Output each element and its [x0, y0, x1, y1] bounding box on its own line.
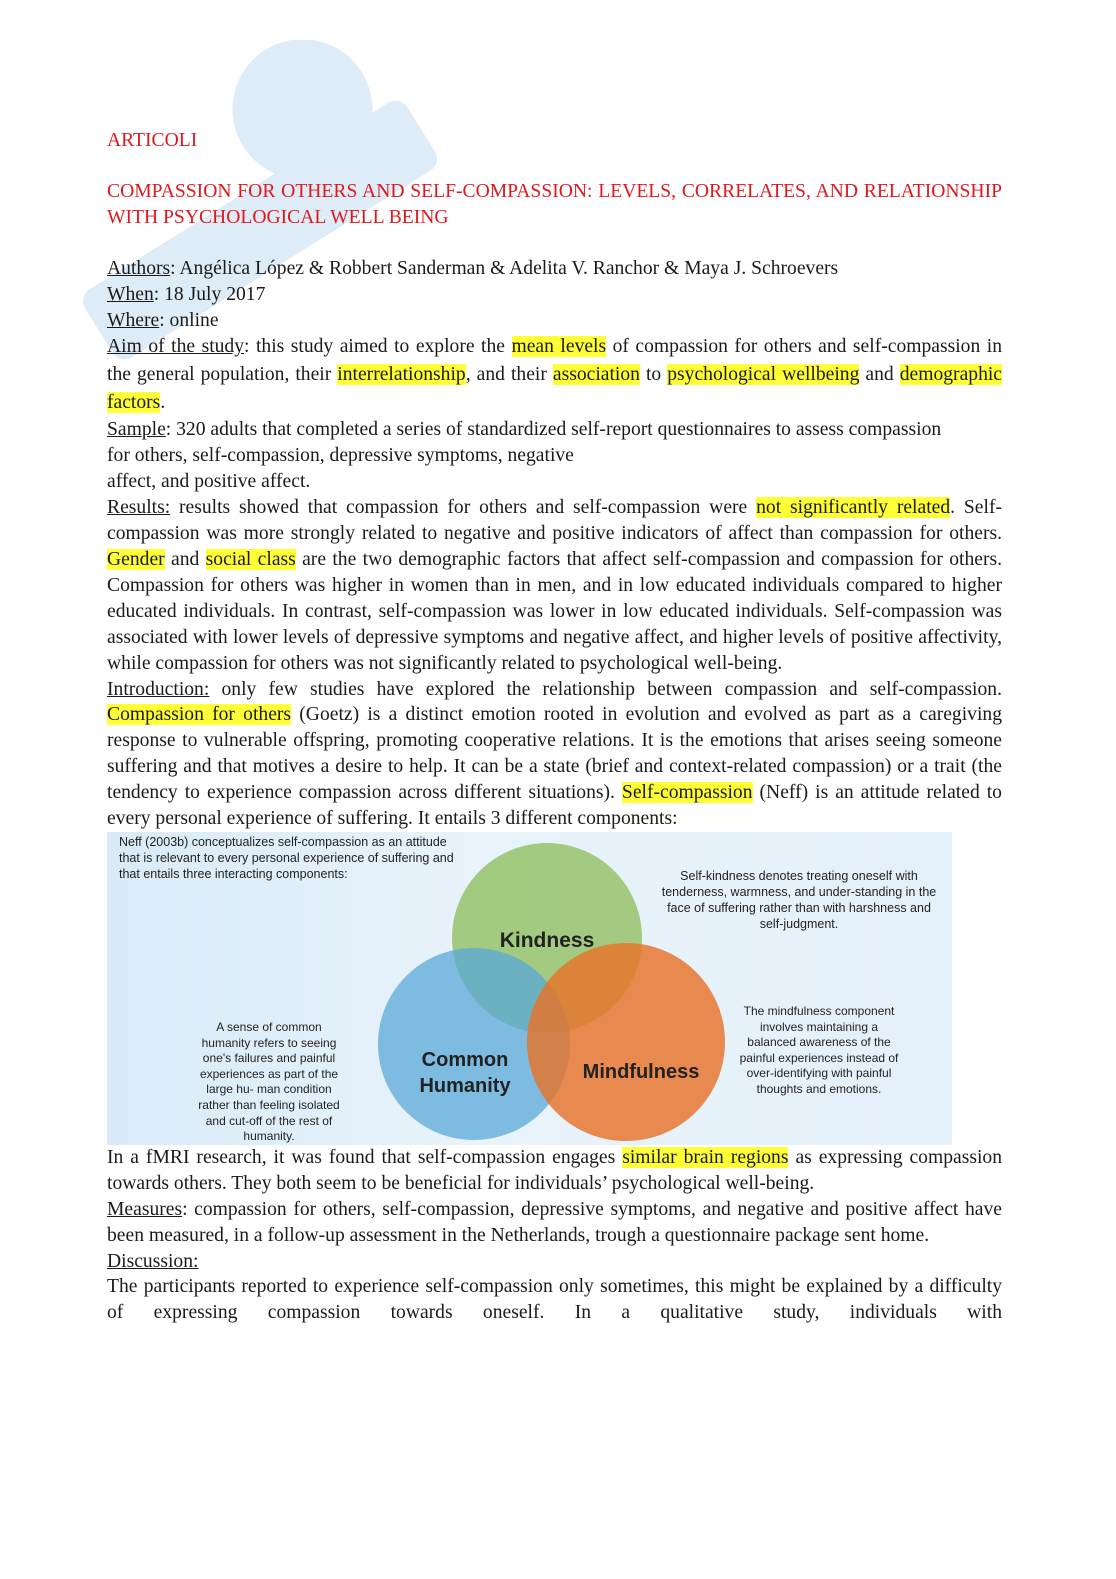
section-label: ARTICOLI: [107, 130, 198, 151]
results-text: results showed that compassion for others and self-compassion were: [170, 497, 757, 519]
common-humanity-label-line-2: Humanity: [419, 1074, 511, 1097]
common-humanity-label-line-1: Common: [421, 1048, 509, 1071]
highlight: Compassion for others: [107, 704, 292, 726]
discussion-label: Discussion:: [107, 1250, 199, 1272]
when-line: [107, 282, 1002, 308]
kindness-label: Kindness: [499, 928, 595, 952]
when-label: When: [107, 283, 154, 305]
document-page: [107, 128, 1002, 1326]
introduction-text: (Goetz) is a distinct emotion rooted in evolution and evolved as part as a caregiving response to vulnerable offspring, promoting cooperative relations. It is the emotions that arises seeing someone suffering and that motives a desire to help. It can be a state (brief and context-related compassion) or a trait (the tendency to experience compassion across different situations).: [107, 704, 1002, 804]
venn-diagram: [107, 832, 952, 1145]
introduction-paragraph: [107, 677, 1002, 832]
aim-label: Aim of the study: [107, 336, 245, 358]
article-title: COMPASSION FOR OTHERS AND SELF-COMPASSION: LEVELS, CORRELATES, AND RELATIONSHIP WITH PSYCHOLOGICAL WELL BEING: [107, 180, 1002, 228]
aim-paragraph: [107, 333, 1002, 417]
sample-line-2: for others, self-compassion, depressive symptoms, negative: [107, 445, 574, 467]
highlight: not significantly related: [756, 497, 951, 519]
highlight: association: [552, 364, 640, 386]
aim-text: to: [639, 364, 668, 386]
where-label: Where: [107, 309, 160, 331]
highlight: mean levels: [511, 336, 607, 358]
mindfulness-description: The mindfulness component involves maintaining a balanced awareness of the painful experiences instead of over-identifying with painful thoughts and emotions.: [739, 1003, 899, 1096]
common-humanity-description: A sense of common humanity refers to seeing one's failures and painful experiences as part of the large hu- man condition rather than feeling isolated and cut-off of the rest of humanity.: [198, 1019, 340, 1144]
fmri-text: as expressing compassion towards others. They both seem to be beneficial for individuals’ psychological well-being.: [107, 1146, 1002, 1194]
self-compassion-venn-figure: [107, 832, 952, 1145]
kindness-description: Self-kindness denotes treating oneself with tenderness, warmness, and under-standing in the face of suffering rather than with harshness and self-judgment.: [661, 868, 937, 931]
authors-line: [107, 256, 1002, 282]
measures-label: Measures: [107, 1198, 183, 1220]
discussion-heading: [107, 1249, 1002, 1275]
highlight: demographic factors: [107, 364, 1003, 414]
sample-line-3: affect, and positive affect.: [107, 471, 311, 493]
highlight: psychological wellbeing: [667, 364, 860, 386]
highlight: Self-compassion: [621, 782, 753, 804]
introduction-label: Introduction:: [107, 678, 210, 700]
highlight: Gender: [107, 548, 165, 570]
sample-paragraph: [107, 417, 1002, 443]
results-label: Results:: [107, 497, 171, 519]
figure-intro-text: Neff (2003b) conceptualizes self-compassion as an attitude that is relevant to every personal experience of suffering and that entails three interacting components:: [119, 834, 454, 881]
introduction-text: only few studies have explored the relationship between compassion and self-compassion.: [209, 678, 1002, 700]
results-text: and: [164, 548, 206, 570]
measures-paragraph: [107, 1197, 1002, 1249]
aim-text: .: [160, 392, 166, 414]
results-text: . Self-compassion was more strongly related to negative and positive indicators of affect than compassion for others.: [107, 497, 1002, 545]
results-paragraph: [107, 495, 1002, 676]
discussion-paragraph: The participants reported to experience self-compassion only sometimes, this might be explained by a difficulty of expressing compassion towards oneself. In a qualitative study, individuals with: [107, 1276, 1002, 1324]
sample-text: : 320 adults that completed a series of standardized self-report questionnaires to assess compassion: [165, 419, 942, 441]
where-value: : online: [159, 309, 219, 331]
aim-text: : this study aimed to explore the: [244, 336, 512, 358]
fmri-paragraph: [107, 1145, 1002, 1197]
authors-value: : Angélica López & Robbert Sanderman & Adelita V. Ranchor & Maya J. Schroevers: [170, 257, 839, 279]
mindfulness-label: Mindfulness: [582, 1060, 700, 1083]
highlight: interrelationship: [337, 364, 466, 386]
where-line: [107, 308, 1002, 334]
introduction-text: (Neff) is an attitude related to every personal experience of suffering. It entails 3 different components:: [107, 782, 1002, 830]
aim-text: of compassion for others and self-compassion in the general population, their: [107, 336, 1002, 386]
aim-text: and: [859, 364, 900, 386]
results-text: are the two demographic factors that affect self-compassion and compassion for others. Compassion for others was higher in women than in men, and in low educated individuals compared to higher educated individuals. In contrast, self-compassion was lower in low educated individuals. Self-compassion was associated with lower levels of depressive symptoms and negative affect, and higher levels of positive affectivity, while compassion for others was not significantly related to psychological well-being.: [107, 548, 1002, 674]
mindfulness-circle: [527, 943, 725, 1141]
measures-text: : compassion for others, self-compassion, depressive symptoms, and negative and positive affect have been measured, in a follow-up assessment in the Netherlands, trough a questionnaire package sent home.: [107, 1198, 1002, 1246]
when-value: : 18 July 2017: [153, 283, 266, 305]
fmri-text: In a fMRI research, it was found that self-compassion engages: [107, 1146, 623, 1168]
authors-label: Authors: [107, 257, 171, 279]
highlight: social class: [205, 548, 296, 570]
sample-label: Sample: [107, 419, 166, 441]
highlight: similar brain regions: [622, 1146, 789, 1168]
aim-text: , and their: [465, 364, 553, 386]
